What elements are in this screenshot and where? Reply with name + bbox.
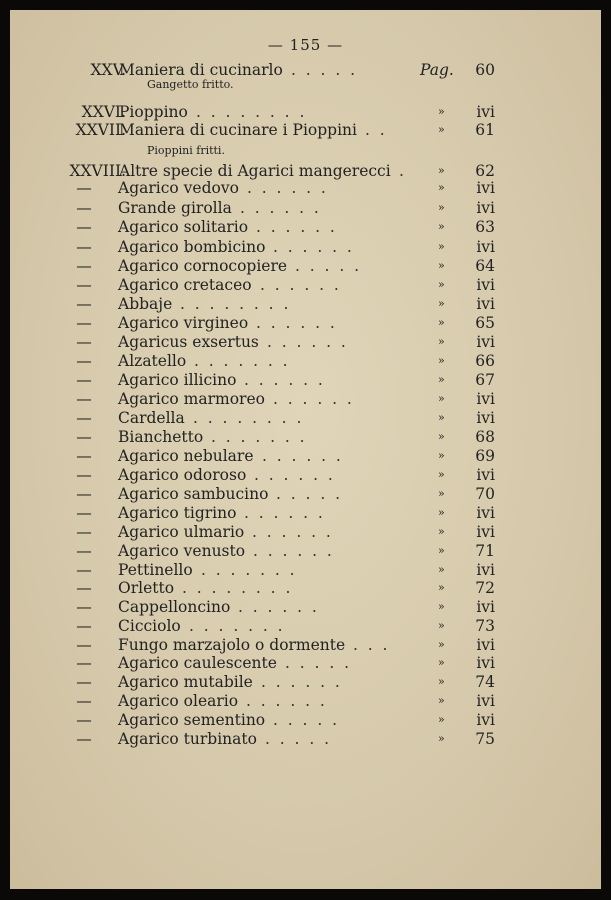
entry-title: Cicciolo <box>118 617 181 635</box>
page-reference: ivi <box>476 466 495 484</box>
leader-dots: . . . . . . <box>246 692 325 710</box>
chapter-number: XXVII. <box>75 121 126 139</box>
pag-label: Pag. <box>420 61 454 79</box>
toc-entry <box>10 198 601 218</box>
page-reference: ivi <box>476 179 495 197</box>
entry-title: Agarico oleario <box>118 692 239 710</box>
toc-entry <box>10 351 601 371</box>
leader-dots: . . . . . . <box>273 390 352 408</box>
leader-dots: . . . . . . <box>247 179 326 197</box>
continuation-mark: » <box>438 694 445 707</box>
entry-title: Maniera di cucinare i Pioppini <box>119 121 357 139</box>
toc-entry <box>10 313 601 333</box>
continuation-mark: » <box>438 354 445 367</box>
continuation-mark: » <box>438 259 445 272</box>
leader-dots: . . <box>365 121 385 139</box>
entry-title: Agarico sambucino <box>118 485 269 503</box>
entry-dash: — <box>76 654 92 672</box>
entry-dash: — <box>76 238 92 256</box>
book-page <box>10 10 601 889</box>
page-reference: ivi <box>476 390 495 408</box>
toc-entry <box>10 446 601 466</box>
toc-entry <box>10 578 601 598</box>
entry-title: Agarico cornocopiere <box>118 257 288 275</box>
toc-entry <box>10 541 601 561</box>
page-reference: 64 <box>475 257 495 275</box>
leader-dots: . . . . . <box>285 654 350 672</box>
leader-dots: . . . . . . <box>252 523 331 541</box>
continuation-mark: » <box>438 123 445 136</box>
continuation-mark: » <box>438 373 445 386</box>
entry-dash: — <box>76 257 92 275</box>
toc-entry <box>10 217 601 237</box>
leader-dots: . . . . . . <box>267 333 346 351</box>
entry-dash: — <box>76 352 92 370</box>
entry-title: Bianchetto <box>118 428 204 446</box>
page-reference: ivi <box>476 409 495 427</box>
entry-dash: — <box>76 276 92 294</box>
toc-entry <box>10 102 601 122</box>
leader-dots: . . . . . . . <box>194 352 288 370</box>
entry-title: Maniera di cucinarlo <box>119 61 283 79</box>
leader-dots: . . . . . <box>273 711 338 729</box>
toc-subtitle-text: Gangetto fritto. <box>147 78 234 91</box>
entry-title: Fungo marzajolo o dormente <box>118 636 346 654</box>
page-reference: 75 <box>475 730 495 748</box>
entry-title: Pettinello <box>118 561 193 579</box>
entry-dash: — <box>76 333 92 351</box>
page-reference: ivi <box>476 333 495 351</box>
leader-dots: . . . . . . <box>260 276 339 294</box>
toc-entry <box>10 710 601 730</box>
page-reference: 65 <box>475 314 495 332</box>
entry-dash: — <box>76 523 92 541</box>
leader-dots: . . . . . . <box>244 371 323 389</box>
continuation-mark: » <box>438 297 445 310</box>
continuation-mark: » <box>438 487 445 500</box>
toc-entry <box>10 635 601 655</box>
entry-title: Orletto <box>118 579 175 597</box>
entry-title: Agarico ulmario <box>118 523 245 541</box>
entry-dash: — <box>76 466 92 484</box>
leader-dots: . . . . . <box>291 61 356 79</box>
continuation-mark: » <box>438 619 445 632</box>
entry-dash: — <box>76 561 92 579</box>
toc-entry <box>10 616 601 636</box>
entry-dash: — <box>76 485 92 503</box>
entry-title: Agarico cretaceo <box>118 276 252 294</box>
page-reference: ivi <box>476 103 495 121</box>
page-reference: ivi <box>476 654 495 672</box>
toc-entry <box>10 503 601 523</box>
toc-entry <box>10 427 601 447</box>
toc-subtitle <box>10 78 601 92</box>
page-reference: 67 <box>475 371 495 389</box>
continuation-mark: » <box>438 316 445 329</box>
continuation-mark: » <box>438 563 445 576</box>
page-reference: 60 <box>475 61 495 79</box>
entry-title: Alzatello <box>118 352 187 370</box>
continuation-mark: » <box>438 638 445 651</box>
page-reference: 66 <box>475 352 495 370</box>
continuation-mark: » <box>438 525 445 538</box>
page-reference: ivi <box>476 711 495 729</box>
chapter-number: XXVI. <box>81 103 126 121</box>
page-number: — 155 — <box>267 36 344 54</box>
continuation-mark: » <box>438 240 445 253</box>
toc-entry <box>10 484 601 504</box>
page-reference: ivi <box>476 504 495 522</box>
entry-dash: — <box>76 617 92 635</box>
toc-entry <box>10 237 601 257</box>
entry-title: Agarico virgineo <box>118 314 249 332</box>
entry-title: Altre specie di Agarici mangerecci <box>119 162 391 180</box>
entry-dash: — <box>76 314 92 332</box>
toc-entry <box>10 672 601 692</box>
leader-dots: . . . . . . . . <box>193 409 302 427</box>
page-reference: 61 <box>475 121 495 139</box>
continuation-mark: » <box>438 732 445 745</box>
chapter-number: XXV. <box>90 61 126 79</box>
entry-title: Agarico bombicino <box>118 238 266 256</box>
continuation-mark: » <box>438 392 445 405</box>
page-reference: ivi <box>476 561 495 579</box>
page-reference: 73 <box>475 617 495 635</box>
toc-entry <box>10 256 601 276</box>
leader-dots: . . . . . . . <box>201 561 295 579</box>
entry-dash: — <box>76 218 92 236</box>
page-reference: 68 <box>475 428 495 446</box>
leader-dots: . . . . . . <box>256 314 335 332</box>
page-reference: 74 <box>475 673 495 691</box>
leader-dots: . . . . . <box>265 730 330 748</box>
entry-dash: — <box>76 199 92 217</box>
leader-dots: . . . . . <box>295 257 360 275</box>
entry-dash: — <box>76 598 92 616</box>
entry-title: Agarico vedovo <box>118 179 239 197</box>
entry-title: Abbaje <box>118 295 173 313</box>
page-reference: ivi <box>476 636 495 654</box>
toc-entry <box>10 522 601 542</box>
toc-entry <box>10 389 601 409</box>
continuation-mark: » <box>438 411 445 424</box>
leader-dots: . . . . . . <box>256 218 335 236</box>
leader-dots: . . . . . . <box>261 673 340 691</box>
entry-dash: — <box>76 579 92 597</box>
page-reference: ivi <box>476 598 495 616</box>
entry-dash: — <box>76 409 92 427</box>
continuation-mark: » <box>438 656 445 669</box>
toc-entry <box>10 332 601 352</box>
entry-title: Agarico odoroso <box>118 466 247 484</box>
toc-entry <box>10 729 601 749</box>
entry-title: Agarico tigrino <box>118 504 237 522</box>
leader-dots: . . . . . . <box>238 598 317 616</box>
entry-title: Agarico illicino <box>118 371 237 389</box>
leader-dots: . . . . . . <box>253 542 332 560</box>
page-reference: ivi <box>476 523 495 541</box>
page-reference: ivi <box>476 295 495 313</box>
continuation-mark: » <box>438 220 445 233</box>
page-reference: ivi <box>476 276 495 294</box>
leader-dots: . . . . . . . . <box>196 103 305 121</box>
chapter-number: XXVIII. <box>69 162 126 180</box>
entry-dash: — <box>76 692 92 710</box>
page-reference: ivi <box>476 692 495 710</box>
toc-entry <box>10 60 601 80</box>
entry-title: Pioppino <box>119 103 188 121</box>
leader-dots: . <box>399 162 404 180</box>
toc-entry <box>10 408 601 428</box>
page-reference: 69 <box>475 447 495 465</box>
page-reference: 71 <box>475 542 495 560</box>
leader-dots: . . . . . . . <box>211 428 305 446</box>
entry-dash: — <box>76 390 92 408</box>
entry-dash: — <box>76 447 92 465</box>
toc-entry <box>10 294 601 314</box>
continuation-mark: » <box>438 713 445 726</box>
leader-dots: . . . . . <box>276 485 341 503</box>
entry-title: Cardella <box>118 409 185 427</box>
continuation-mark: » <box>438 581 445 594</box>
continuation-mark: » <box>438 105 445 118</box>
continuation-mark: » <box>438 164 445 177</box>
toc-entry <box>10 120 601 140</box>
entry-title: Agarico venusto <box>118 542 246 560</box>
continuation-mark: » <box>438 278 445 291</box>
page-reference: ivi <box>476 199 495 217</box>
entry-title: Grande girolla <box>118 199 232 217</box>
page-reference: ivi <box>476 238 495 256</box>
entry-dash: — <box>76 673 92 691</box>
page-reference: 70 <box>475 485 495 503</box>
continuation-mark: » <box>438 506 445 519</box>
entry-title: Agarico nebulare <box>118 447 254 465</box>
toc-entry <box>10 465 601 485</box>
entry-title: Agarico sementino <box>118 711 266 729</box>
entry-dash: — <box>76 504 92 522</box>
entry-title: Agarico turbinato <box>118 730 257 748</box>
page-reference: 72 <box>475 579 495 597</box>
continuation-mark: » <box>438 675 445 688</box>
leader-dots: . . . . . . . . <box>180 295 289 313</box>
leader-dots: . . . . . . <box>244 504 323 522</box>
entry-dash: — <box>76 179 92 197</box>
leader-dots: . . . <box>353 636 388 654</box>
toc-entry <box>10 370 601 390</box>
entry-title: Agarico solitario <box>118 218 249 236</box>
entry-title: Agarico marmoreo <box>118 390 265 408</box>
continuation-mark: » <box>438 468 445 481</box>
leader-dots: . . . . . . . <box>189 617 283 635</box>
entry-dash: — <box>76 371 92 389</box>
entry-dash: — <box>76 542 92 560</box>
toc-entry <box>10 691 601 711</box>
entry-title: Agaricus exsertus <box>118 333 259 351</box>
toc-entry <box>10 560 601 580</box>
leader-dots: . . . . . . <box>262 447 341 465</box>
continuation-mark: » <box>438 600 445 613</box>
page-reference: 62 <box>475 162 495 180</box>
entry-title: Cappelloncino <box>118 598 231 616</box>
toc-entry <box>10 275 601 295</box>
continuation-mark: » <box>438 449 445 462</box>
entry-title: Agarico mutabile <box>118 673 253 691</box>
entry-dash: — <box>76 428 92 446</box>
continuation-mark: » <box>438 430 445 443</box>
entry-dash: — <box>76 636 92 654</box>
continuation-mark: » <box>438 544 445 557</box>
entry-dash: — <box>76 711 92 729</box>
toc-entry <box>10 178 601 198</box>
leader-dots: . . . . . . . . <box>182 579 291 597</box>
continuation-mark: » <box>438 201 445 214</box>
toc-subtitle <box>10 144 601 158</box>
leader-dots: . . . . . . <box>254 466 333 484</box>
leader-dots: . . . . . . <box>273 238 352 256</box>
continuation-mark: » <box>438 335 445 348</box>
toc-entry <box>10 653 601 673</box>
entry-dash: — <box>76 730 92 748</box>
entry-dash: — <box>76 295 92 313</box>
continuation-mark: » <box>438 181 445 194</box>
toc-subtitle-text: Pioppini fritti. <box>147 144 225 157</box>
leader-dots: . . . . . . <box>240 199 319 217</box>
toc-entry <box>10 597 601 617</box>
page-reference: 63 <box>475 218 495 236</box>
entry-title: Agarico caulescente <box>118 654 277 672</box>
